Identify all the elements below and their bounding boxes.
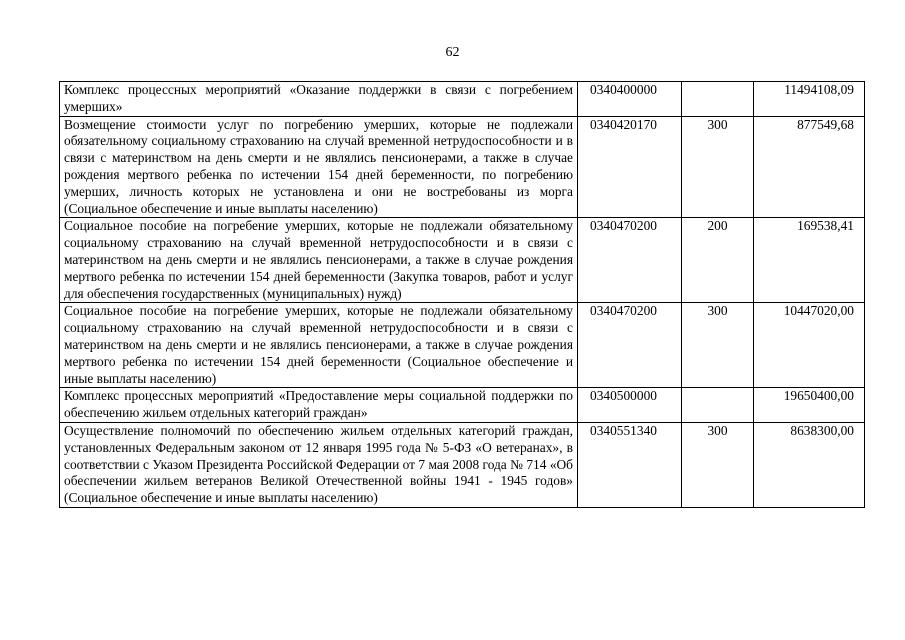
row-amount-cell: 8638300,00 <box>754 422 865 507</box>
table-row <box>60 422 865 507</box>
row-amount-cell: 169538,41 <box>754 218 865 303</box>
row-type-cell: 300 <box>682 303 754 388</box>
row-type-cell: 300 <box>682 422 754 507</box>
row-code-cell: 0340470200 <box>578 303 682 388</box>
row-code-cell: 0340470200 <box>578 218 682 303</box>
budget-table-body <box>60 82 865 508</box>
budget-table <box>59 81 865 508</box>
table-row <box>60 116 865 218</box>
row-type-cell: 200 <box>682 218 754 303</box>
row-type-cell <box>682 388 754 423</box>
row-code-cell: 0340400000 <box>578 82 682 117</box>
row-amount-cell: 877549,68 <box>754 116 865 218</box>
row-type-cell <box>682 82 754 117</box>
row-amount-cell: 11494108,09 <box>754 82 865 117</box>
table-row <box>60 218 865 303</box>
page-number: 62 <box>445 45 460 60</box>
row-name-cell: Комплекс процессных мероприятий «Предоставление меры социальной поддержки по обеспечению жильем отдельных категорий граждан» <box>60 388 578 423</box>
table-row <box>60 303 865 388</box>
row-name-cell: Возмещение стоимости услуг по погребению умерших, которые не подлежали обязательному социальному страхованию на случай временной нетрудоспособности и в связи с материнством на день смерти и не являлись пенсионерами, а также в случае рождения мертвого ребенка по истечении 154 дней беременности, по погребению умерших, личность которых не установлена и они не востребованы из морга (Социальное обеспечение и иные выплаты населению) <box>60 116 578 218</box>
row-amount-cell: 19650400,00 <box>754 388 865 423</box>
row-name-cell: Социальное пособие на погребение умерших, которые не подлежали обязательному социальному страхованию на случай временной нетрудоспособности и в связи с материнством на день смерти и не являлись пенсионерами, а также в случае рождения мертвого ребенка по истечении 154 дней беременности (Закупка товаров, работ и услуг для обеспечения государственных (муниципальных) нужд) <box>60 218 578 303</box>
row-name-cell: Социальное пособие на погребение умерших, которые не подлежали обязательному социальному страхованию на случай временной нетрудоспособности и в связи с материнством на день смерти и не являлись пенсионерами, а также в случае рождения мертвого ребенка по истечении 154 дней беременности (Социальное обеспечение и иные выплаты населению) <box>60 303 578 388</box>
row-code-cell: 0340500000 <box>578 388 682 423</box>
row-code-cell: 0340551340 <box>578 422 682 507</box>
row-name-cell: Комплекс процессных мероприятий «Оказание поддержки в связи с погребением умерших» <box>60 82 578 117</box>
row-type-cell: 300 <box>682 116 754 218</box>
row-code-cell: 0340420170 <box>578 116 682 218</box>
table-row <box>60 82 865 117</box>
row-name-cell: Осуществление полномочий по обеспечению жильем отдельных категорий граждан, установленных Федеральным законом от 12 января 1995 года № 5-ФЗ «О ветеранах», в соответствии с Указом Президента Российской Федерации от 7 мая 2008 года № 714 «Об обеспечении жильем ветеранов Великой Отечественной войны 1941 - 1945 годов» (Социальное обеспечение и иные выплаты населению) <box>60 422 578 507</box>
row-amount-cell: 10447020,00 <box>754 303 865 388</box>
table-row <box>60 388 865 423</box>
